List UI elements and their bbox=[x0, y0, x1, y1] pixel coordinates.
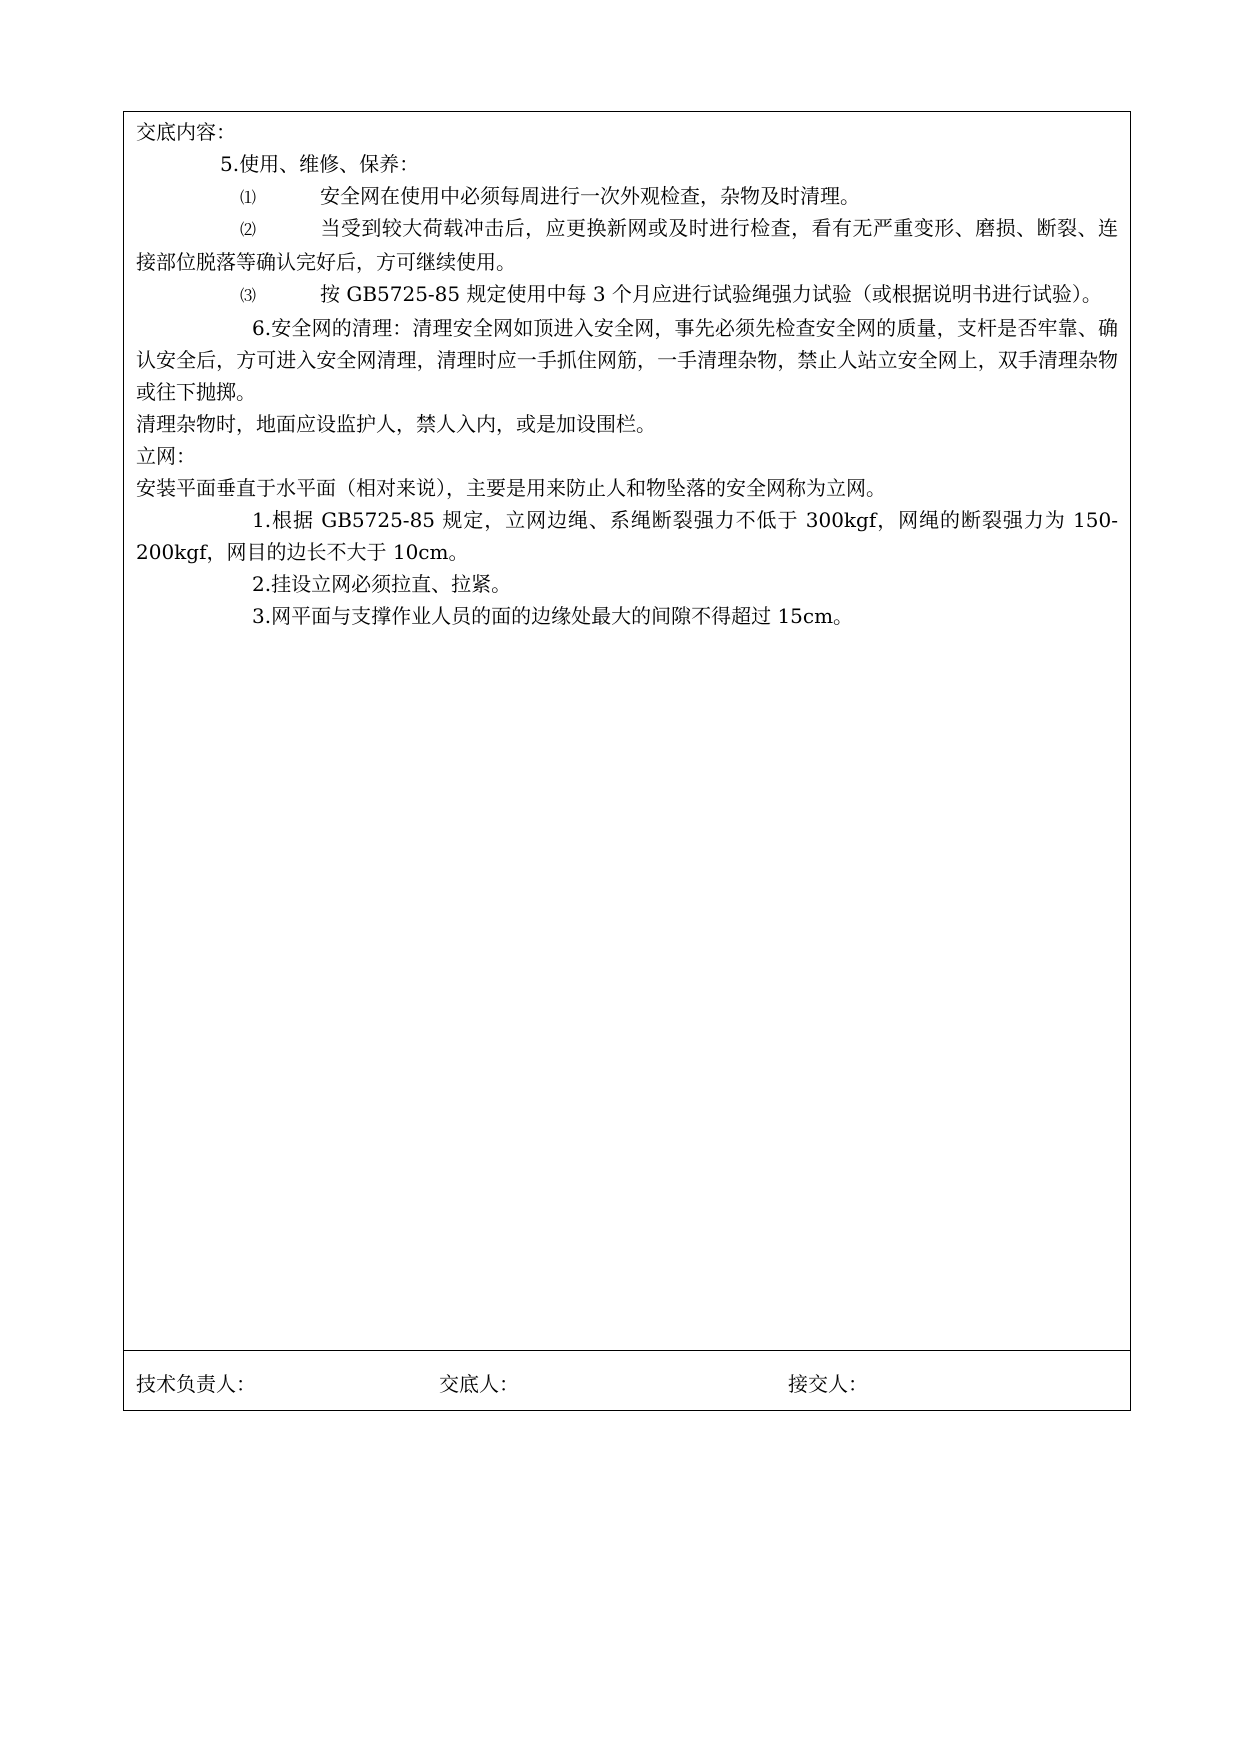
vertical-net-item-2: 2.挂设立网必须拉直、拉紧。 bbox=[252, 572, 512, 596]
vertical-net-title: 立网： bbox=[136, 444, 196, 468]
content-heading: 交底内容： bbox=[136, 120, 236, 144]
section5-item-3 bbox=[136, 278, 1118, 312]
item-text: 当受到较大荷载冲击后，应更换新网或及时进行检查，看有无严重变形、磨损、断裂、连接部位脱落等确认完好后，方可继续使用。 bbox=[136, 216, 1118, 274]
section5-item-1 bbox=[136, 180, 1118, 212]
vertical-net-item-3: 3.网平面与支撑作业人员的面的边缘处最大的间隙不得超过 15cm。 bbox=[252, 604, 854, 628]
item-text: 安全网在使用中必须每周进行一次外观检查，杂物及时清理。 bbox=[320, 184, 860, 208]
presenter-label: 交底人： bbox=[439, 1372, 519, 1396]
disclosure-content bbox=[124, 112, 1130, 1350]
item-text: 按 GB5725-85 规定使用中每 3 个月应进行试验绳强力试验（或根据说明书进行试验）。 bbox=[320, 282, 1102, 306]
section5-title: 5.使用、维修、保养： bbox=[220, 152, 420, 176]
item-number: ⑶ bbox=[240, 286, 257, 305]
disclosure-form bbox=[123, 111, 1131, 1411]
section6-paragraph: 6.安全网的清理：清理安全网如顶进入安全网，事先必须先检查安全网的质量，支杆是否牢靠、确认安全后，方可进入安全网清理，清理时应一手抓住网筋，一手清理杂物，禁止人站立安全网上，双手清理杂物或往下抛掷。 bbox=[136, 316, 1118, 404]
vertical-net-definition: 安装平面垂直于水平面（相对来说），主要是用来防止人和物坠落的安全网称为立网。 bbox=[136, 476, 886, 500]
signature-row bbox=[124, 1350, 1130, 1410]
cleanup-note: 清理杂物时，地面应设监护人，禁人入内，或是加设围栏。 bbox=[136, 412, 656, 436]
vertical-net-item-1: 1.根据 GB5725-85 规定，立网边绳、系绳断裂强力不低于 300kgf，网绳的断裂强力为 150-200kgf，网目的边长不大于 10cm。 bbox=[136, 508, 1118, 564]
item-number: ⑴ bbox=[240, 188, 257, 207]
item-number: ⑵ bbox=[240, 220, 257, 239]
tech-lead-label: 技术负责人： bbox=[136, 1372, 256, 1396]
receiver-label: 接交人： bbox=[788, 1372, 868, 1396]
section5-item-2 bbox=[136, 212, 1118, 278]
